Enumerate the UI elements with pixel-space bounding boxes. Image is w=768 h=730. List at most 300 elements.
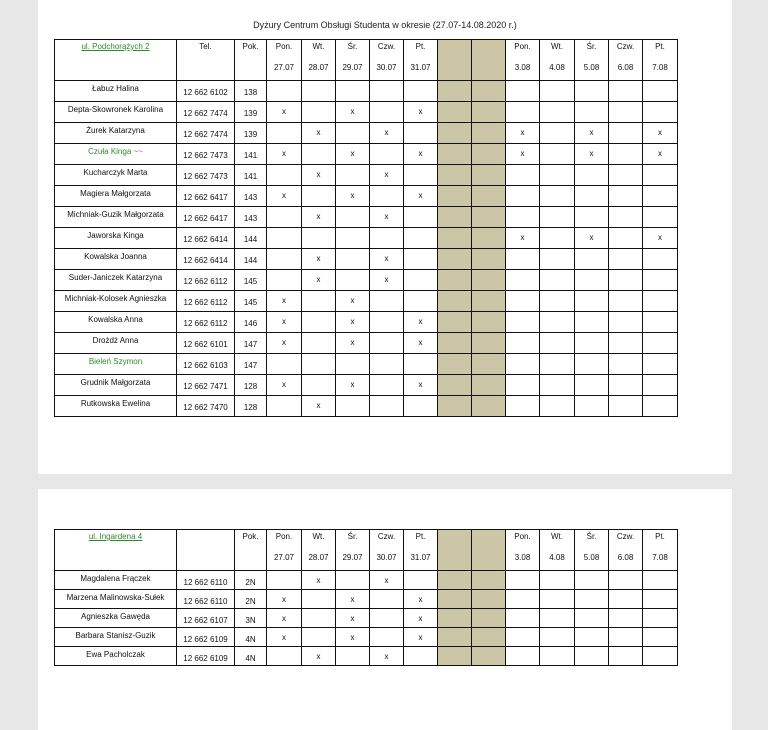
table-row <box>55 571 713 590</box>
duty-cell <box>609 102 643 123</box>
staff-name-cell <box>55 571 177 590</box>
day-name: Śr. <box>347 42 358 51</box>
duty-cell <box>575 102 609 123</box>
phone-cell <box>177 228 235 249</box>
duty-cell <box>404 270 438 291</box>
weekend-gap-cell <box>472 102 506 123</box>
duty-cell <box>267 123 302 144</box>
duty-cell <box>506 312 540 333</box>
table-row <box>55 647 713 666</box>
staff-name <box>55 315 176 324</box>
table-row <box>55 354 713 375</box>
duty-mark: x <box>282 595 286 604</box>
staff-name-cell <box>55 165 177 186</box>
phone-number: 12 662 6112 <box>183 298 228 307</box>
street-name: ul. Podchorążych 2 <box>81 42 150 51</box>
room-cell <box>235 165 267 186</box>
phone-cell <box>177 270 235 291</box>
duty-cell <box>506 609 540 628</box>
duty-mark: x <box>282 380 286 389</box>
duty-mark: x <box>384 576 389 585</box>
day-date: 5.08 <box>583 553 600 562</box>
duty-cell <box>540 396 575 417</box>
duty-mark: x <box>520 128 525 137</box>
duty-cell <box>370 144 404 165</box>
duty-cell <box>609 354 643 375</box>
staff-name-text: Marzena Malinowska-Sułek <box>66 593 165 602</box>
staff-name-cell <box>55 102 177 123</box>
duty-cell <box>404 186 438 207</box>
weekend-gap-cell <box>472 249 506 270</box>
duty-mark: x <box>418 149 423 158</box>
duty-cell <box>575 186 609 207</box>
day-date: 7.08 <box>652 63 668 72</box>
duty-cell <box>336 628 370 647</box>
duty-cell <box>540 123 575 144</box>
duty-cell <box>302 81 336 102</box>
duty-cell <box>302 312 336 333</box>
duty-cell <box>540 249 575 270</box>
staff-name-text: Łabuz Halina <box>92 84 139 93</box>
duty-cell <box>506 571 540 590</box>
phone-cell <box>177 375 235 396</box>
duty-cell <box>506 590 540 609</box>
duty-cell <box>609 609 643 628</box>
room-number: 141 <box>243 172 258 181</box>
duty-cell <box>336 249 370 270</box>
room-cell <box>235 590 267 609</box>
duty-cell <box>540 333 575 354</box>
day-date: 31.07 <box>410 553 431 562</box>
weekend-gap-cell <box>438 228 472 249</box>
weekend-gap-cell <box>438 628 472 647</box>
day-header-cell <box>575 40 609 81</box>
phone-number: 12 662 6101 <box>183 340 228 349</box>
duty-mark: x <box>418 380 423 389</box>
staff-name-cell <box>55 375 177 396</box>
duty-cell <box>370 291 404 312</box>
duty-cell <box>336 354 370 375</box>
weekend-gap-cell <box>438 333 472 354</box>
day-header-cell <box>302 40 336 81</box>
schedule-table-podchorazych <box>54 39 713 417</box>
staff-name-text: Bieleń Szymon <box>88 357 143 366</box>
duty-cell <box>336 207 370 228</box>
room-cell <box>235 571 267 590</box>
duty-cell <box>506 270 540 291</box>
duty-mark: x <box>418 338 423 347</box>
duty-cell <box>540 354 575 375</box>
duty-cell <box>540 144 575 165</box>
day-name: Pon. <box>275 42 293 51</box>
phone-number: 12 662 7470 <box>183 403 228 412</box>
weekend-gap-cell <box>472 647 506 666</box>
schedule-table-ingardena <box>54 529 713 666</box>
room-header-cell <box>235 530 267 571</box>
staff-name-text: Depta-Skowronek Karolina <box>67 105 164 114</box>
day-date: 30.07 <box>376 553 397 562</box>
room-cell <box>235 207 267 228</box>
duty-mark: x <box>350 296 355 305</box>
duty-cell <box>506 165 540 186</box>
day-header-cell <box>575 530 609 571</box>
duty-mark: x <box>418 107 423 116</box>
table-row <box>55 590 713 609</box>
duty-cell <box>540 81 575 102</box>
duty-mark: x <box>520 233 525 242</box>
duty-cell <box>575 571 609 590</box>
day-header-cell <box>370 530 404 571</box>
duty-cell <box>404 609 438 628</box>
weekend-gap-cell <box>438 647 472 666</box>
staff-name-text: Czuła Kinga <box>88 147 132 156</box>
duty-cell <box>643 590 678 609</box>
weekend-gap-cell <box>438 291 472 312</box>
duty-cell <box>575 144 609 165</box>
duty-cell <box>643 144 678 165</box>
duty-mark: x <box>384 254 389 263</box>
duty-cell <box>506 375 540 396</box>
duty-cell <box>643 249 678 270</box>
duty-mark: x <box>658 128 662 137</box>
day-header-cell <box>540 40 575 81</box>
phone-cell <box>177 144 235 165</box>
duty-cell <box>336 647 370 666</box>
phone-cell <box>177 396 235 417</box>
weekend-gap-cell <box>472 333 506 354</box>
room-number: 128 <box>243 403 258 412</box>
duty-cell <box>302 207 336 228</box>
duty-cell <box>575 396 609 417</box>
staff-name-text: Agnieszka Gawęda <box>81 612 150 621</box>
duty-cell <box>302 647 336 666</box>
street-header-cell <box>55 530 177 571</box>
duty-cell <box>540 102 575 123</box>
staff-name-cell <box>55 354 177 375</box>
staff-name-text: Kowalska Joanna <box>84 252 147 261</box>
duty-mark: x <box>520 149 525 158</box>
staff-name-text: Grudnik Małgorzata <box>80 378 151 387</box>
day-name: Pt. <box>415 532 426 541</box>
duty-cell <box>643 270 678 291</box>
spellcheck-underline: ~~ <box>133 147 143 156</box>
street-name: ul. Ingardena 4 <box>88 532 143 541</box>
duty-cell <box>404 571 438 590</box>
staff-name-text: Jaworska Kinga <box>87 231 144 240</box>
staff-name <box>55 168 176 177</box>
duty-mark: x <box>316 170 321 179</box>
weekend-gap-cell <box>438 81 472 102</box>
staff-name <box>55 105 176 114</box>
staff-name-text: Suder-Janiczek Katarzyna <box>68 273 163 282</box>
staff-name-cell <box>55 647 177 666</box>
duty-mark: x <box>350 338 355 347</box>
day-date: 3.08 <box>514 63 531 72</box>
duty-mark: x <box>350 149 355 158</box>
phone-cell <box>177 102 235 123</box>
room-cell <box>235 396 267 417</box>
duty-cell <box>506 647 540 666</box>
duty-cell <box>540 628 575 647</box>
duty-cell <box>370 186 404 207</box>
table-row <box>55 144 713 165</box>
duty-cell <box>609 647 643 666</box>
duty-cell <box>336 590 370 609</box>
room-header-cell <box>235 40 267 81</box>
room-cell <box>235 81 267 102</box>
staff-name <box>55 593 176 602</box>
duty-cell <box>609 375 643 396</box>
table-row <box>55 228 713 249</box>
duty-cell <box>575 123 609 144</box>
weekend-gap-cell <box>472 590 506 609</box>
document-page-1 <box>38 0 732 474</box>
duty-mark: x <box>282 633 286 642</box>
room-number: 147 <box>243 340 258 349</box>
room-cell <box>235 249 267 270</box>
duty-mark: x <box>282 614 286 623</box>
duty-cell <box>643 628 678 647</box>
duty-cell <box>336 270 370 291</box>
duty-mark: x <box>418 595 423 604</box>
duty-cell <box>267 291 302 312</box>
phone-number: 12 662 6102 <box>183 88 228 97</box>
duty-mark: x <box>282 338 286 347</box>
duty-cell <box>267 81 302 102</box>
room-cell <box>235 609 267 628</box>
duty-cell <box>336 312 370 333</box>
duty-cell <box>370 609 404 628</box>
duty-mark: x <box>350 595 355 604</box>
table-row <box>55 102 713 123</box>
phone-number: 12 662 6109 <box>183 635 228 644</box>
duty-cell <box>643 396 678 417</box>
weekend-gap-cell <box>472 123 506 144</box>
table-row <box>55 186 713 207</box>
duty-mark: x <box>418 614 423 623</box>
day-header-cell <box>643 40 678 81</box>
duty-cell <box>302 270 336 291</box>
duty-cell <box>506 396 540 417</box>
duty-cell <box>575 228 609 249</box>
duty-cell <box>643 165 678 186</box>
duty-cell <box>267 207 302 228</box>
day-header-cell <box>267 40 302 81</box>
table-row <box>55 375 713 396</box>
duty-cell <box>609 144 643 165</box>
table-row <box>55 333 713 354</box>
duty-cell <box>370 333 404 354</box>
staff-name-cell <box>55 333 177 354</box>
duty-cell <box>643 609 678 628</box>
duty-mark: x <box>350 191 355 200</box>
staff-name <box>55 612 176 621</box>
duty-cell <box>506 207 540 228</box>
phone-number: 12 662 6417 <box>183 193 228 202</box>
room-header: Pok. <box>242 42 259 51</box>
room-number: 139 <box>243 130 258 139</box>
room-cell <box>235 628 267 647</box>
phone-number: 12 662 6107 <box>183 616 228 625</box>
duty-mark: x <box>282 317 286 326</box>
duty-cell <box>370 249 404 270</box>
duty-cell <box>404 228 438 249</box>
day-date: 4.08 <box>549 63 565 72</box>
duty-mark: x <box>316 401 321 410</box>
weekend-gap-cell <box>472 609 506 628</box>
duty-cell <box>575 312 609 333</box>
duty-mark: x <box>589 233 594 242</box>
room-cell <box>235 291 267 312</box>
table-row <box>55 291 713 312</box>
duty-cell <box>404 333 438 354</box>
duty-cell <box>540 186 575 207</box>
table-row <box>55 609 713 628</box>
duty-cell <box>540 291 575 312</box>
duty-mark: x <box>418 633 423 642</box>
day-name: Śr. <box>586 532 597 541</box>
duty-cell <box>609 396 643 417</box>
duty-cell <box>643 354 678 375</box>
duty-mark: x <box>316 652 321 661</box>
staff-name-cell <box>55 186 177 207</box>
duty-mark: x <box>282 296 286 305</box>
duty-cell <box>609 291 643 312</box>
weekend-gap-cell <box>438 571 472 590</box>
day-header-cell <box>609 530 643 571</box>
duty-cell <box>302 228 336 249</box>
day-header-cell <box>540 530 575 571</box>
header-row <box>55 40 713 81</box>
day-header-cell <box>643 530 678 571</box>
day-name: Wt. <box>312 532 325 541</box>
duty-cell <box>404 165 438 186</box>
day-date: 27.07 <box>273 553 295 562</box>
duty-mark: x <box>350 380 355 389</box>
duty-cell <box>404 354 438 375</box>
room-number: 143 <box>243 193 258 202</box>
duty-cell <box>575 81 609 102</box>
room-header: Pok. <box>242 532 259 541</box>
day-name: Wt. <box>312 42 325 51</box>
weekend-gap-cell <box>438 312 472 333</box>
duty-cell <box>336 144 370 165</box>
table-row <box>55 123 713 144</box>
duty-cell <box>302 628 336 647</box>
staff-name-text: Michniak-Guzik Małgorzata <box>67 210 164 219</box>
phone-cell <box>177 354 235 375</box>
duty-cell <box>404 123 438 144</box>
day-name: Czw. <box>377 532 396 541</box>
duty-cell <box>575 628 609 647</box>
duty-cell <box>336 102 370 123</box>
phone-number: 12 662 6414 <box>183 235 228 244</box>
weekend-gap-cell <box>438 207 472 228</box>
duty-cell <box>404 144 438 165</box>
duty-cell <box>540 647 575 666</box>
staff-name-text: Ewa Pacholczak <box>86 650 145 659</box>
day-header-cell <box>506 40 540 81</box>
phone-cell <box>177 186 235 207</box>
duty-cell <box>267 249 302 270</box>
duty-cell <box>609 165 643 186</box>
duty-cell <box>370 81 404 102</box>
phone-cell <box>177 207 235 228</box>
duty-mark: x <box>589 128 594 137</box>
staff-name <box>55 126 176 135</box>
duty-cell <box>267 375 302 396</box>
staff-name-cell <box>55 270 177 291</box>
duty-cell <box>540 590 575 609</box>
duty-cell <box>506 102 540 123</box>
duty-cell <box>370 123 404 144</box>
staff-name-cell <box>55 81 177 102</box>
day-name: Pon. <box>514 532 531 541</box>
duty-cell <box>370 102 404 123</box>
duty-mark: x <box>384 170 389 179</box>
duty-mark: x <box>316 576 321 585</box>
duty-cell <box>540 375 575 396</box>
duty-cell <box>267 396 302 417</box>
staff-name-cell <box>55 396 177 417</box>
weekend-gap-cell <box>438 186 472 207</box>
duty-cell <box>302 249 336 270</box>
weekend-gap-cell <box>472 628 506 647</box>
weekend-gap-cell <box>438 609 472 628</box>
duty-cell <box>370 590 404 609</box>
duty-cell <box>302 144 336 165</box>
duty-cell <box>540 228 575 249</box>
room-number: 144 <box>243 235 258 244</box>
duty-cell <box>302 186 336 207</box>
duty-mark: x <box>350 107 355 116</box>
duty-cell <box>370 228 404 249</box>
duty-cell <box>643 81 678 102</box>
duty-cell <box>404 102 438 123</box>
duty-cell <box>302 609 336 628</box>
duty-mark: x <box>350 317 355 326</box>
weekend-gap-cell <box>438 590 472 609</box>
duty-cell <box>540 609 575 628</box>
duty-cell <box>643 647 678 666</box>
weekend-gap-cell <box>438 165 472 186</box>
duty-mark: x <box>316 128 321 137</box>
duty-cell <box>267 165 302 186</box>
duty-cell <box>404 647 438 666</box>
day-date: 31.07 <box>410 63 431 72</box>
phone-number: 12 662 6417 <box>183 214 228 223</box>
room-number: 128 <box>243 382 258 391</box>
duty-cell <box>575 270 609 291</box>
table-row <box>55 165 713 186</box>
weekend-gap-cell <box>438 249 472 270</box>
duty-cell <box>267 333 302 354</box>
duty-mark: x <box>384 275 389 284</box>
duty-cell <box>575 609 609 628</box>
room-number: 3N <box>245 616 256 625</box>
day-name: Czw. <box>616 532 635 541</box>
staff-name-text: Magdalena Frączek <box>80 574 151 583</box>
staff-name-text: Żurek Katarzyna <box>86 126 145 135</box>
weekend-gap-cell <box>472 375 506 396</box>
weekend-gap-cell <box>472 186 506 207</box>
duty-cell <box>267 609 302 628</box>
weekend-gap-cell <box>438 144 472 165</box>
duty-cell <box>302 291 336 312</box>
duty-cell <box>267 270 302 291</box>
staff-name <box>55 650 176 659</box>
duty-cell <box>575 291 609 312</box>
